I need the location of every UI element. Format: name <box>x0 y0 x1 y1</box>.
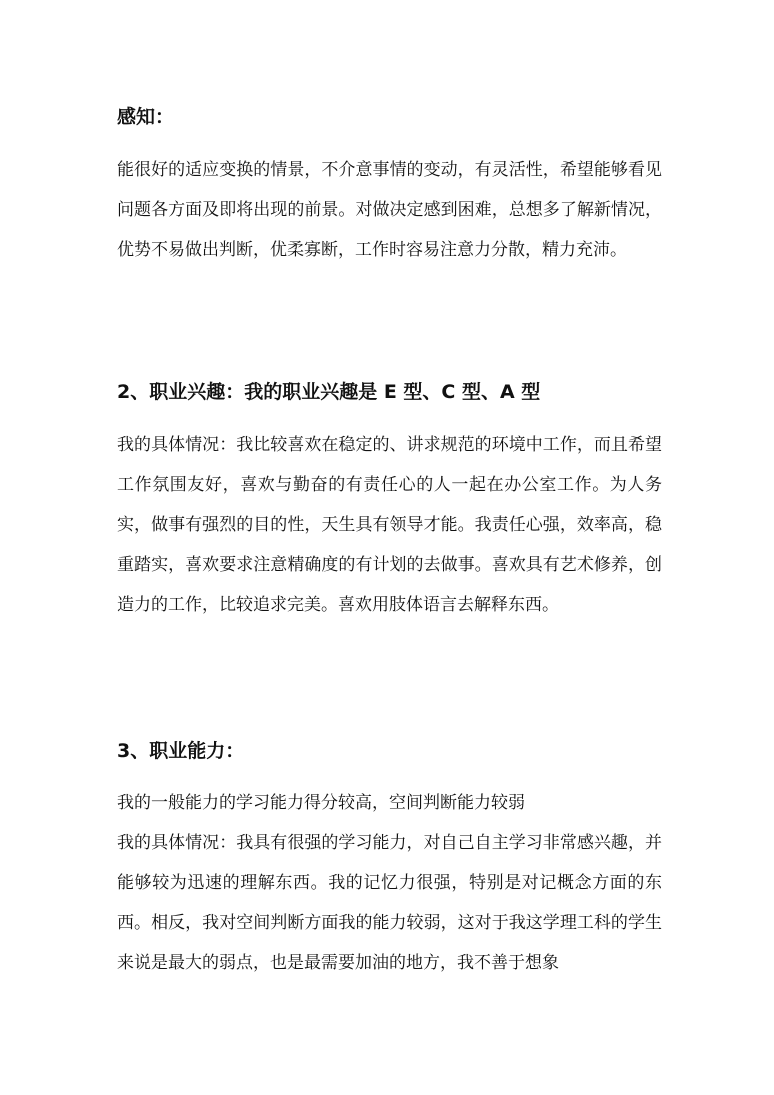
career-ability-summary: 我的一般能力的学习能力得分较高，空间判断能力较弱 <box>117 793 525 813</box>
career-interest-paragraph: 我的具体情况：我比较喜欢在稳定的、讲求规范的环境中工作，而且希望工作氛围友好，喜欢与勤奋的有责任心的人一起在办公室工作。为人务实，做事有强烈的目的性，天生具有领导才能。我责任心强，效率高，稳重踏实，喜欢要求注意精确度的有计划的去做事。喜欢具有艺术修养，创造力的工作，比较追求完美。喜欢用肢体语言去解释东西。 <box>117 435 662 615</box>
perception-heading: 感知： <box>117 106 175 128</box>
career-ability-paragraph: 我的具体情况：我具有很强的学习能力，对自己自主学习非常感兴趣，并能够较为迅速的理解东西。我的记忆力很强，特别是对记概念方面的东西。相反，我对空间判断方面我的能力较弱，这对于我这学理工科的学生来说是最大的弱点，也是最需要加油的地方，我不善于想象 <box>117 833 662 973</box>
career-interest-heading: 2、职业兴趣：我的职业兴趣是 E 型、C 型、A 型 <box>117 381 541 403</box>
perception-paragraph: 能很好的适应变换的情景，不介意事情的变动，有灵活性，希望能够看见问题各方面及即将出现的前景。对做决定感到困难，总想多了解新情况，优势不易做出判断，优柔寡断，工作时容易注意力分散，精力充沛。 <box>117 160 662 260</box>
career-ability-heading: 3、职业能力： <box>117 740 245 762</box>
